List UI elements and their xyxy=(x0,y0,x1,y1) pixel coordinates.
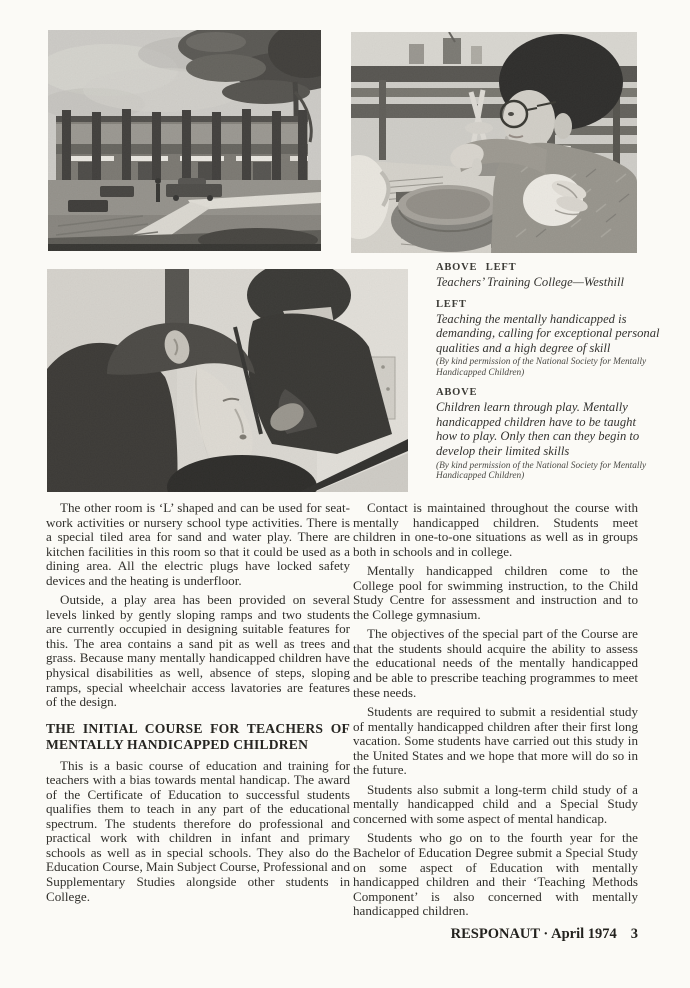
paragraph: This is a basic course of education and training for teachers with a bias towards mental handicap. The award of the Certificate of Education to successful students qualifies them to teach in any part of the educational spectrum. The students therefore do professional and practical work with children in infant and primary schools as well as in special schools. They also do the Education Course, Main Subject Course, Professional and Supplementary Studies alongside other students in College. xyxy=(46,757,351,904)
teaching-closeup-illustration xyxy=(47,269,408,492)
caption-text: Teaching the mentally handicapped is demanding, calling for exceptional personal qualities and a high degree of skill xyxy=(436,311,660,355)
paragraph: Contact is maintained throughout the course with mentally handicapped children. Students meet children in one-to-one situations as well as in groups both in schools and in college. xyxy=(353,500,638,559)
paragraph: The objectives of the special part of the Course are that the students should acquire the ability to assess the educational needs of the mentally handicapped and be able to prescribe teaching programmes to meet these needs. xyxy=(353,626,638,700)
page-footer xyxy=(451,926,638,943)
right-column xyxy=(353,501,638,924)
caption-credit: (By kind permission of the National Society for Mentally Handicapped Children) xyxy=(436,460,647,481)
caption-above xyxy=(436,387,660,481)
caption-credit: (By kind permission of the National Society for Mentally Handicapped Children) xyxy=(436,357,647,378)
caption-above-left xyxy=(436,262,660,290)
college-building-illustration xyxy=(48,30,321,251)
caption-label: ABOVE xyxy=(436,387,478,399)
caption-label: LEFT xyxy=(436,298,467,310)
caption-text: Teachers’ Training College—Westhill xyxy=(436,275,624,289)
paragraph: Outside, a play area has been provided on several levels linked by gently sloping ramps and two students are currently occupied in designing suitable features for this. The area contains a sand pit as well as trees and grass. Because many mentally handicapped children have physical disabilities as well, absence of steps, sloping ramps, special wheelchair access lavatories are features of the design. xyxy=(46,592,350,710)
photo-teaching-closeup xyxy=(47,269,408,492)
caption-left xyxy=(436,299,660,379)
section-heading: THE INITIAL COURSE FOR TEACHERS OF MENTALLY HANDICAPPED CHILDREN xyxy=(46,720,350,753)
photo-child-playing xyxy=(351,32,637,253)
paragraph: Students also submit a long-term child study of a mentally handicapped child and a Special Study concerned with some aspect of mental handicap. xyxy=(353,781,638,826)
child-playing-illustration xyxy=(351,32,637,253)
left-column xyxy=(46,501,350,909)
paragraph: Students are required to submit a residential study of mentally handicapped children after their first long vacation. Some students have carried out this study in the United States and we hope that more will do so in the future. xyxy=(353,704,638,778)
page-number: 3 xyxy=(630,926,638,942)
magazine-title: RESPONAUT · April 1974 xyxy=(450,926,617,942)
caption-label: ABOVE LEFT xyxy=(436,262,517,273)
photo-college-building xyxy=(48,30,321,251)
caption-block xyxy=(436,262,660,490)
caption-text: Children learn through play. Mentally handicapped children have to be taught how to play. Only then can they begin to develop their limited skills xyxy=(436,400,640,458)
paragraph: Students who go on to the fourth year for the Bachelor of Education Degree submit a Special Study on some aspect of Education with mentally handicapped children and their ‘Teaching Methods Component’ is also concerned with mentally handicapped children. xyxy=(353,830,638,919)
paragraph: The other room is ‘L’ shaped and can be used for seat-work activities or nursery school type activities. There is a special tiled area for sand and water play. There are kitchen facilities in this room so that it could be used as a dining area. All the electric plugs have locked safety devices and the heating is underfloor. xyxy=(46,500,350,588)
paragraph: Mentally handicapped children come to the College pool for swimming instruction, to the Child Study Centre for assessment and instruction and to the College gymnasium. xyxy=(353,563,638,622)
